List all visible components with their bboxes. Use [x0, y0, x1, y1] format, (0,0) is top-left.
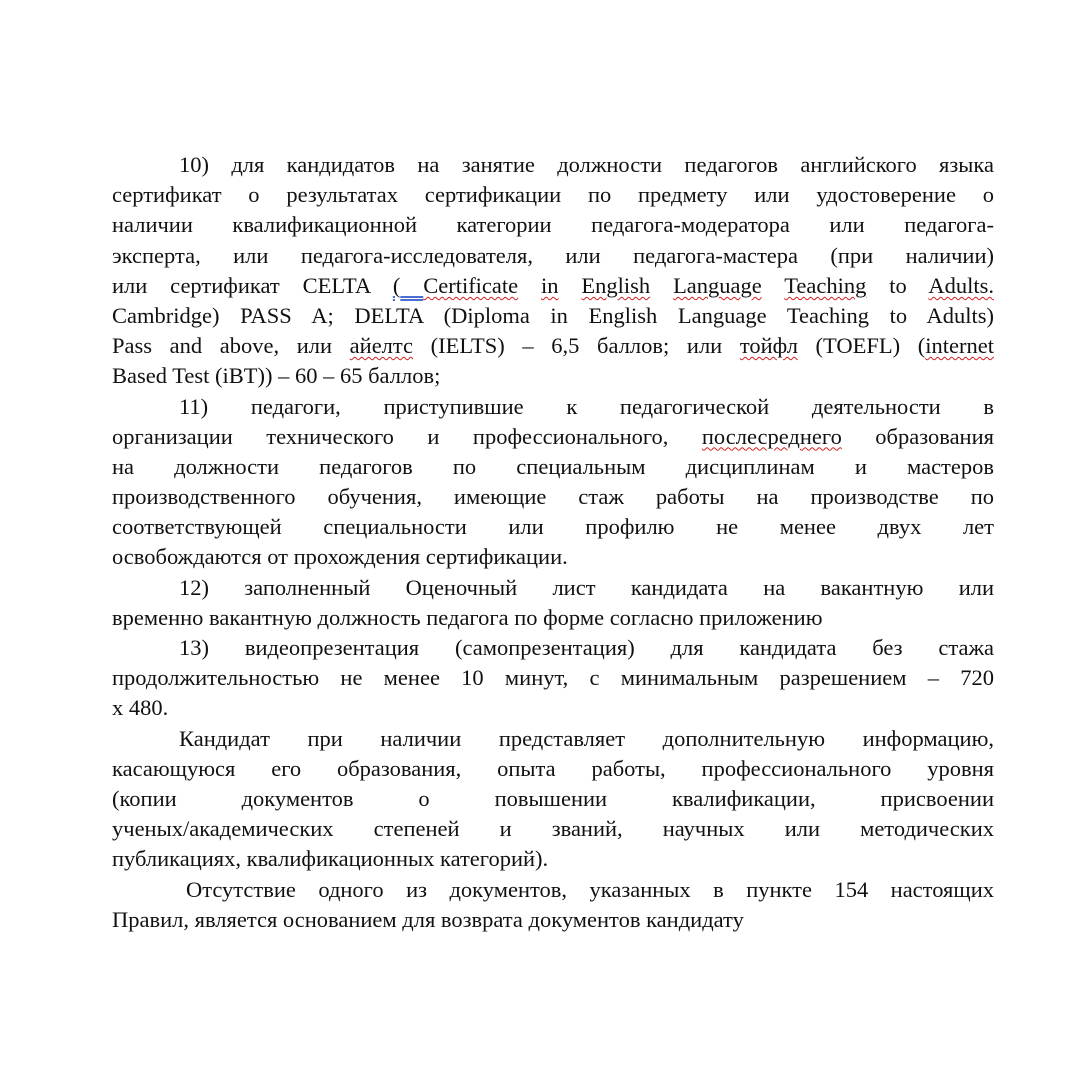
text-line: наличии квалификационной категории педагога-модератора или педагога-	[112, 212, 994, 238]
text-span	[762, 273, 784, 298]
paragraph-item-10	[112, 150, 994, 392]
paragraph-item-12	[112, 573, 994, 633]
paragraph-item-13	[112, 633, 994, 724]
text-line: Отсутствие одного из документов, указанных в пункте 154 настоящих	[186, 876, 994, 902]
text-line: на должности педагогов по специальным дисциплинам и мастеров	[112, 453, 994, 479]
text-line: 13) видеопрезентация (самопрезентация) для кандидата без стажа	[179, 635, 994, 660]
spellcheck-flagged-word[interactable]: айелтс	[349, 333, 414, 359]
text-line: освобождаются от прохождения сертификации.	[112, 544, 568, 570]
text-line: 10) для кандидатов на занятие должности педагогов английского языка	[179, 152, 994, 177]
text-span: (IELTS) – 6,5 баллов; или	[413, 333, 740, 359]
text-line	[112, 422, 994, 452]
paragraph-absence-note	[112, 875, 994, 935]
spellcheck-flagged-word[interactable]: Language	[673, 272, 762, 298]
text-line: 11) педагоги, приступившие к педагогической деятельности в	[179, 393, 994, 419]
spellcheck-flagged-word[interactable]: послесреднего	[701, 423, 842, 449]
text-span	[518, 273, 541, 298]
text-line: сертификат о результатах сертификации по предмету или удостоверение о	[112, 182, 994, 208]
text-line: Cambridge) PASS A; DELTA (Diploma in English Language Teaching to Adults)	[112, 302, 994, 328]
text-line: Based Test (iBT)) – 60 – 65 баллов;	[112, 363, 441, 389]
spellcheck-flagged-word[interactable]: Teaching	[784, 272, 867, 298]
text-line: публикациях, квалификационных категорий).	[112, 846, 549, 872]
text-line: ученых/академических степеней и званий, научных или методических	[112, 816, 994, 842]
text-span: или сертификат CELTA	[112, 272, 393, 298]
text-line: продолжительностью не менее 10 минут, с минимальным разрешением – 720	[112, 665, 994, 691]
text-span: (TOEFL) (	[797, 333, 926, 359]
text-line: соответствующей специальности или профилю не менее двух лет	[112, 514, 994, 540]
text-line	[112, 331, 994, 361]
spellcheck-flagged-word[interactable]: Adults.	[928, 272, 994, 298]
text-span: образования	[841, 423, 994, 449]
spellcheck-flagged-word[interactable]: in	[541, 272, 559, 298]
text-line: х 480.	[112, 695, 169, 721]
text-line: 12) заполненный Оценочный лист кандидата на вакантную или	[179, 574, 994, 600]
text-line: эксперта, или педагога-исследователя, или педагога-мастера (при наличии)	[112, 242, 994, 268]
paragraph-additional-info	[112, 724, 994, 875]
text-span: to	[866, 272, 929, 298]
spellcheck-flagged-word[interactable]: тойфл	[739, 333, 798, 359]
text-line	[112, 271, 994, 301]
text-line: Правил, является основанием для возврата документов кандидату	[112, 906, 744, 932]
grammar-flagged-word[interactable]	[400, 273, 423, 298]
paragraph-item-11	[112, 392, 994, 573]
spellcheck-flagged-word[interactable]: Certificate	[423, 272, 519, 298]
text-line: производственного обучения, имеющие стаж работы на производстве по	[112, 484, 994, 510]
text-line: Кандидат при наличии представляет дополнительную информацию,	[179, 725, 994, 751]
text-span	[559, 273, 582, 298]
text-line: касающуюся его образования, опыта работы, профессионального уровня	[112, 755, 994, 781]
text-line: (копии документов о повышении квалификации, присвоении	[112, 785, 994, 811]
spellcheck-flagged-word[interactable]: English	[581, 272, 651, 298]
text-span: Pass and above, или	[112, 333, 350, 359]
text-span	[650, 273, 673, 298]
text-line: временно вакантную должность педагога по форме согласно приложению	[112, 604, 823, 630]
document-page	[112, 150, 994, 935]
text-span: организации технического и профессионального,	[112, 423, 702, 449]
grammar-flagged-word[interactable]: (	[392, 272, 401, 298]
spellcheck-flagged-word[interactable]: internet	[925, 333, 994, 359]
